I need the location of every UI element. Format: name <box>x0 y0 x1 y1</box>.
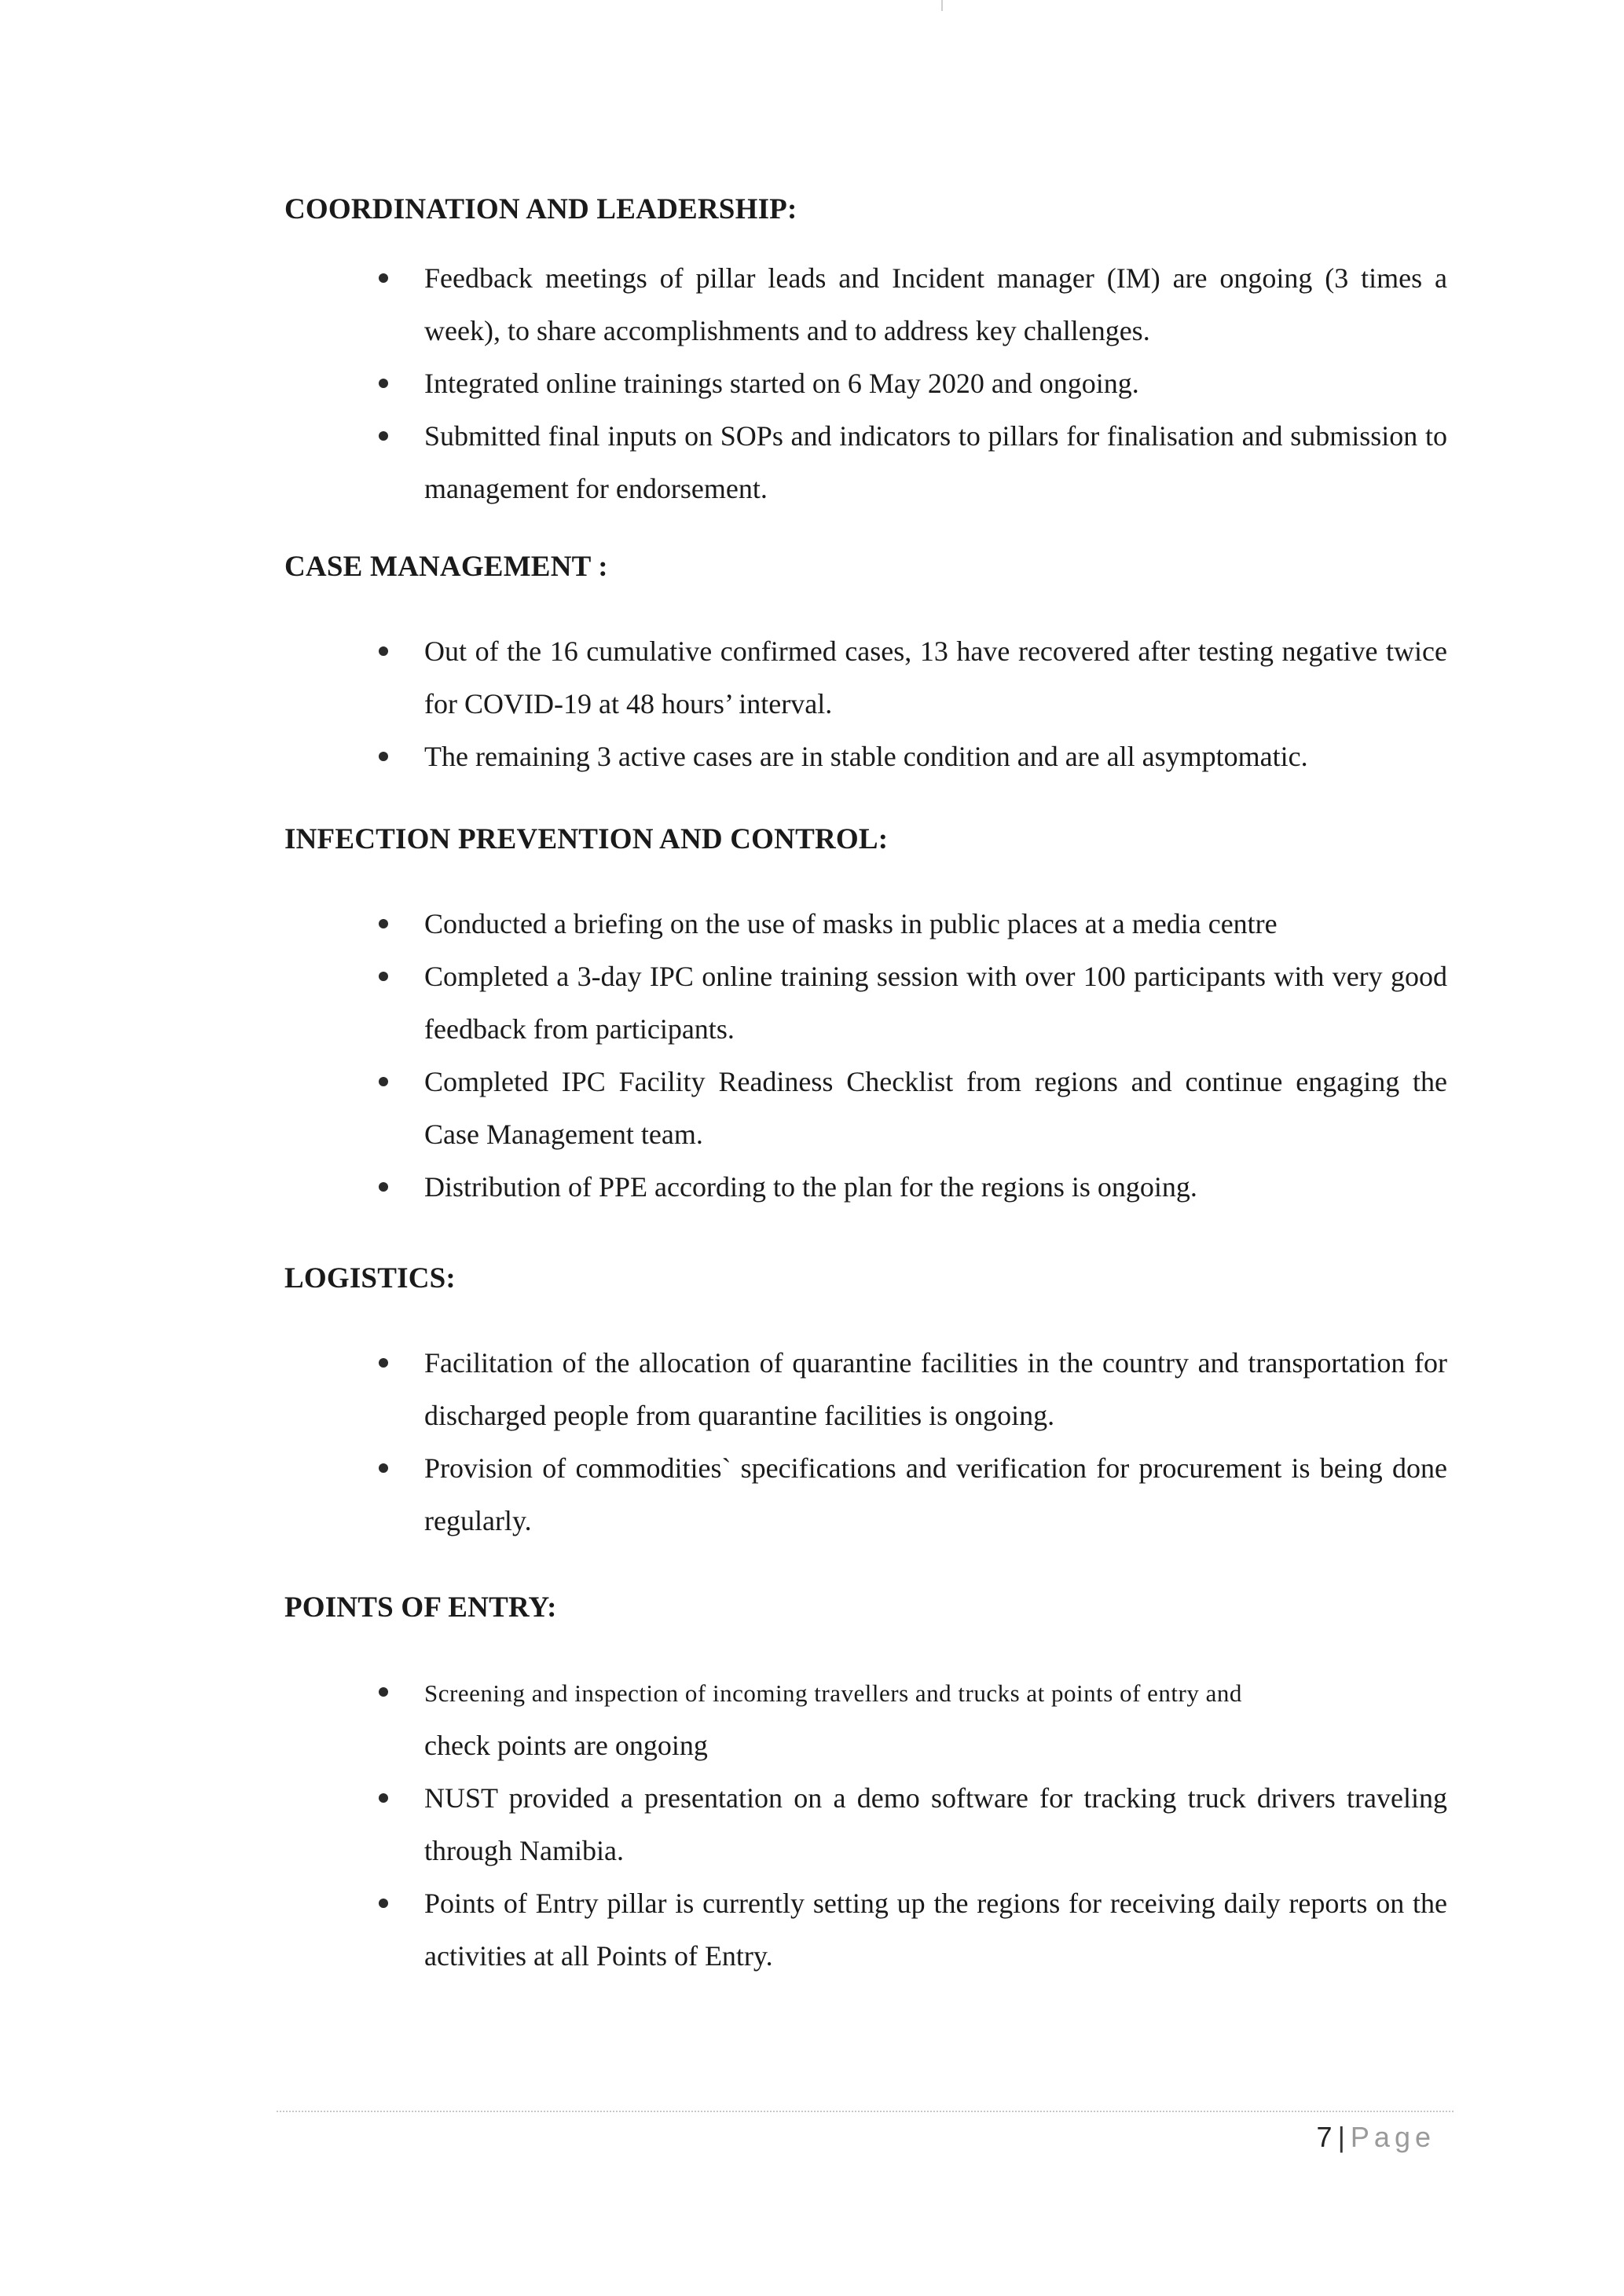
list-item <box>284 1161 1447 1214</box>
bullet-icon <box>379 972 388 981</box>
list-item-text: Facilitation of the allocation of quarantine facilities in the country and transportation for discharged people from quarantine facilities is ongoing. <box>424 1347 1447 1431</box>
section-points-of-entry <box>284 1591 1447 1983</box>
list-item <box>284 898 1447 950</box>
list-item <box>284 1772 1447 1877</box>
list-item <box>284 1337 1447 1442</box>
bullet-icon <box>379 752 388 761</box>
footer-divider <box>277 2111 1454 2112</box>
list-item-text: NUST provided a presentation on a demo software for tracking truck drivers traveling through Namibia. <box>424 1782 1447 1866</box>
list-item <box>284 357 1447 410</box>
bullet-icon <box>379 1463 388 1473</box>
list-item-text: Distribution of PPE according to the plan for the regions is ongoing. <box>424 1171 1197 1203</box>
list-item-text: Out of the 16 cumulative confirmed cases, 13 have recovered after testing negative twice for COVID-19 at 48 hours’ interval. <box>424 635 1447 720</box>
list-item-text: Points of Entry pillar is currently setting up the regions for receiving daily reports on the activities at all Points of Entry. <box>424 1888 1447 1972</box>
list-item-text: Feedback meetings of pillar leads and Incident manager (IM) are ongoing (3 times a week), to share accomplishments and to address key challenges. <box>424 262 1447 346</box>
bullet-icon <box>379 1899 388 1908</box>
bullet-icon <box>379 1687 388 1697</box>
section-heading: POINTS OF ENTRY: <box>284 1591 557 1624</box>
bullet-list <box>284 252 1447 515</box>
list-item <box>284 410 1447 515</box>
page-separator: | <box>1337 2121 1346 2153</box>
section-heading: INFECTION PREVENTION AND CONTROL: <box>284 823 889 855</box>
list-item <box>284 625 1447 731</box>
bullet-icon <box>379 379 388 388</box>
bullet-icon <box>379 1077 388 1086</box>
list-item-text: Submitted final inputs on SOPs and indicators to pillars for finalisation and submission to management for endorsement. <box>424 420 1447 504</box>
bullet-icon <box>379 1358 388 1368</box>
section-case-management <box>284 550 1447 783</box>
list-item-text: The remaining 3 active cases are in stable condition and are all asymptomatic. <box>424 741 1308 772</box>
list-item-text: Completed a 3-day IPC online training session with over 100 participants with very good feedback from participants. <box>424 961 1447 1045</box>
bullet-list <box>284 1337 1447 1547</box>
page-word: Page <box>1350 2121 1435 2153</box>
list-item-text: Completed IPC Facility Readiness Checklist from regions and continue engaging the Case Management team. <box>424 1066 1447 1150</box>
section-heading: COORDINATION AND LEADERSHIP: <box>284 193 797 225</box>
list-item-text: Screening and inspection of incoming travellers and trucks at points of entry and <box>424 1679 1242 1707</box>
list-item <box>284 1442 1447 1547</box>
page-number-footer <box>1317 2121 1435 2154</box>
list-item-text: Integrated online trainings started on 6 May 2020 and ongoing. <box>424 368 1139 399</box>
scan-artifact <box>941 0 943 11</box>
list-item <box>284 1877 1447 1983</box>
list-item-text: Provision of commodities` specifications and verification for procurement is being done regularly. <box>424 1452 1447 1536</box>
list-item-text-continuation: check points are ongoing <box>424 1730 708 1761</box>
list-item <box>284 252 1447 357</box>
list-item <box>284 1056 1447 1161</box>
section-coordination <box>284 192 1447 515</box>
section-heading: CASE MANAGEMENT : <box>284 551 608 583</box>
bullet-icon <box>379 1793 388 1803</box>
list-item <box>284 1666 1447 1772</box>
page-number: 7 <box>1316 2121 1333 2153</box>
bullet-icon <box>379 646 388 656</box>
bullet-list <box>284 898 1447 1214</box>
bullet-list <box>284 1666 1447 1983</box>
list-item <box>284 731 1447 783</box>
list-item <box>284 950 1447 1056</box>
bullet-list <box>284 625 1447 783</box>
bullet-icon <box>379 919 388 928</box>
section-infection-prevention <box>284 822 1447 1214</box>
bullet-icon <box>379 273 388 283</box>
section-logistics <box>284 1262 1447 1547</box>
section-heading: LOGISTICS: <box>284 1262 456 1294</box>
bullet-icon <box>379 1182 388 1192</box>
list-item-text: Conducted a briefing on the use of masks in public places at a media centre <box>424 908 1278 939</box>
bullet-icon <box>379 431 388 441</box>
